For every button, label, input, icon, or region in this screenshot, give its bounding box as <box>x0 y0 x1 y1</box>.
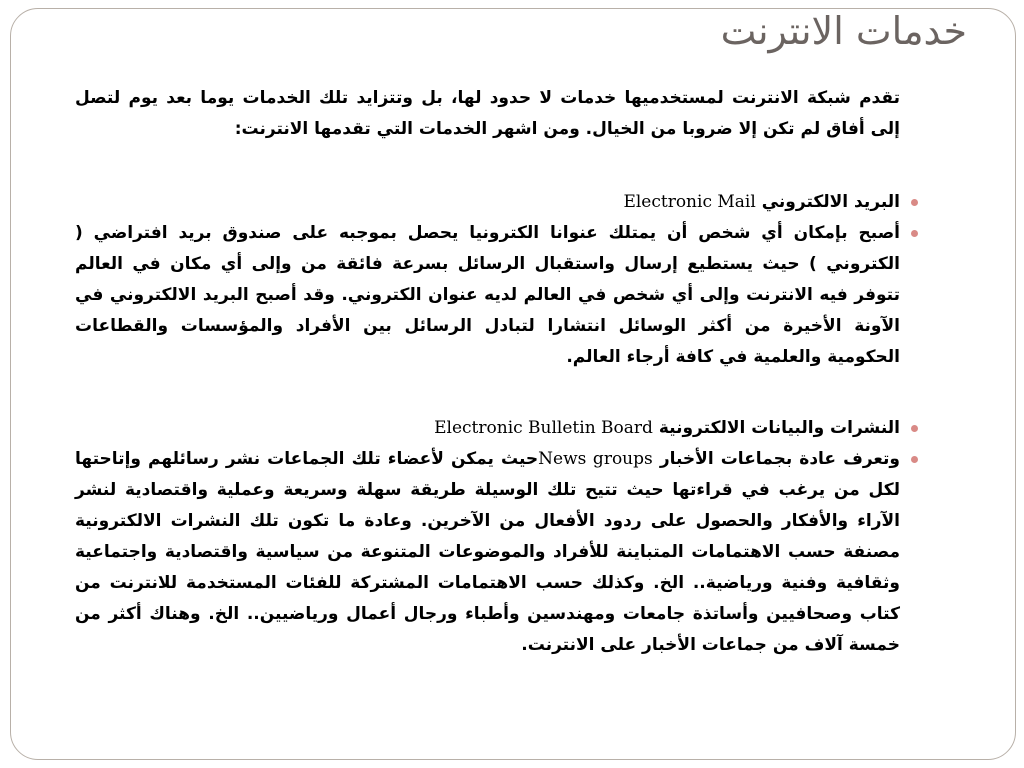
bullet-list <box>75 187 900 661</box>
bullet-email-description <box>75 218 900 373</box>
bulletin-heading-arabic: النشرات والبيانات الالكترونية <box>658 418 900 438</box>
bullet-dot-icon <box>911 456 918 463</box>
email-heading-arabic: البريد الالكتروني <box>761 192 900 212</box>
slide <box>10 8 1016 760</box>
email-heading-latin: Electronic Mail <box>623 192 756 212</box>
bullet-bulletin-description <box>75 444 900 661</box>
bulletin-description-rest: حيث يمكن لأعضاء تلك الجماعات نشر رسائلهم وإتاحتها لكل من يرغب في قراءتها حيث تتيح تلك الوسيلة طريقة سهلة وسريعة وعملية واقتصادية لنشر الآراء والأفكار والحصول على ردود الأفعال من الآخرين. وعادة ما تكون تلك النشرات الالكترونية مصنفة حسب الاهتمامات المتباينة للأفراد والموضوعات المتنوعة من سياسية واقتصادية واجتماعية وثقافية وفنية ورياضية.. الخ. وكذلك حسب الاهتمامات المشتركة للفئات المستخدمة للانترنت من كتاب وصحافيين وأساتذة جامعات ومهندسين وأطباء ورجال أعمال ورياضيين.. الخ. وهناك أكثر من خمسة آلاف من جماعات الأخبار على الانترنت. <box>75 449 900 655</box>
intro-paragraph: تقدم شبكة الانترنت لمستخدميها خدمات لا حدود لها، بل وتتزايد تلك الخدمات يوما بعد يوم لتصل إلى أفاق لم تكن إلا ضروبا من الخيال. ومن اشهر الخدمات التي تقدمها الانترنت: <box>75 88 900 139</box>
bullet-dot-icon <box>911 199 918 206</box>
slide-content <box>75 83 900 661</box>
email-description-text: أصبح بإمكان أي شخص أن يمتلك عنوانا الكترونيا يحصل بموجبه على صندوق بريد افتراضي ( الكتروني ) حيث يستطيع إرسال واستقبال الرسائل بسرعة فائقة من وإلى أي مكان في العالم تتوفر فيه الانترنت وإلى أي شخص في العالم لديه عنوان الكتروني. وقد أصبح البريد الالكتروني في الآونة الأخيرة من أكثر الوسائل انتشارا لتبادل الرسائل بين الأفراد والمؤسسات والقطاعات الحكومية والعلمية في كافة أرجاء العالم. <box>75 223 900 367</box>
bulletin-description-prefix: وتعرف عادة بجماعات الأخبار <box>659 449 900 469</box>
news-groups-latin: News groups <box>538 449 653 469</box>
bullet-dot-icon <box>911 425 918 432</box>
slide-title: خدمات الانترنت <box>720 9 967 53</box>
bullet-email-heading <box>75 187 900 218</box>
bulletin-heading-latin: Electronic Bulletin Board <box>434 418 653 438</box>
bullet-bulletin-heading <box>75 413 900 444</box>
bullet-dot-icon <box>911 230 918 237</box>
